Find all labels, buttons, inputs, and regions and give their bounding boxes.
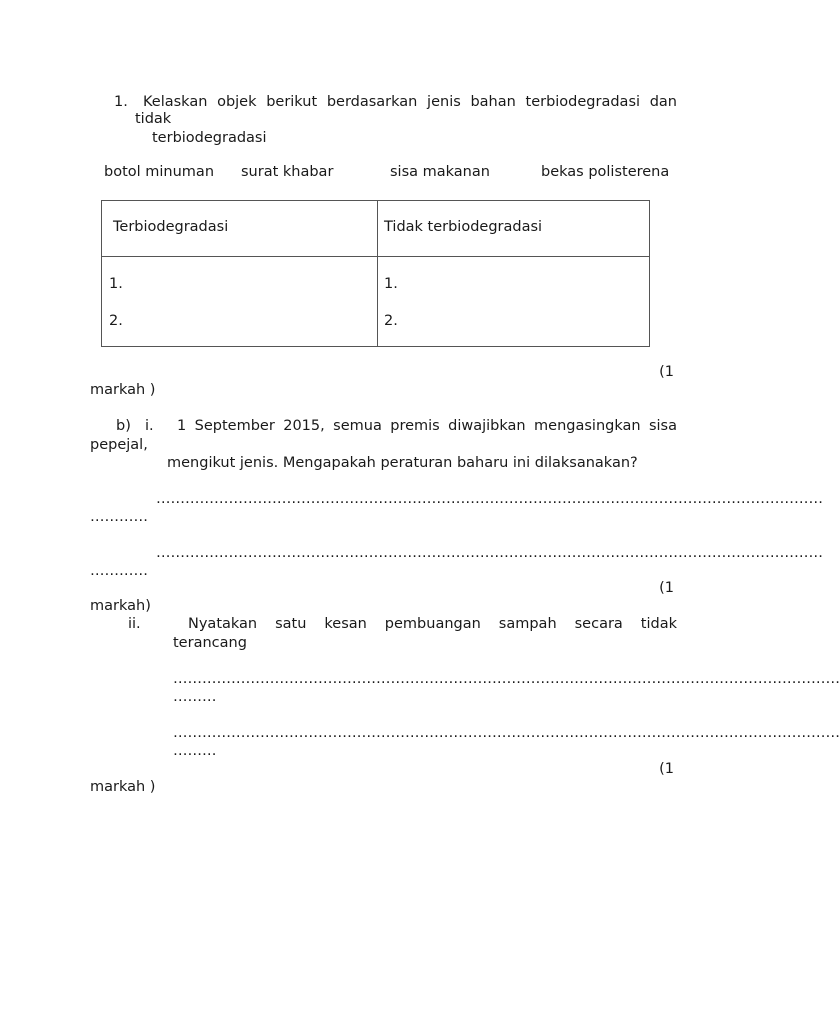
question-b-i-line3: mengikut jenis. Mengapakah peraturan baharu ini dilaksanakan? [167,455,638,471]
question-b-i-line2: pepejal, [90,437,148,453]
answer-line-dots[interactable]: ………………………………………………………………………………………………………………………… [173,725,840,741]
row-number: 1. [109,276,123,292]
marks-close: markah ) [90,779,156,795]
object-item: botol minuman [104,164,215,180]
row-number: 2. [109,313,123,329]
answer-cell-non-biodegradable[interactable] [378,257,650,347]
header-biodegradable: Terbiodegradasi [113,219,229,235]
answer-line-dots-continued[interactable]: ……… [173,689,217,705]
answer-line-dots[interactable]: ………………………………………………………………………………………………………………………… [156,491,823,507]
question-b-label: b) [116,418,131,434]
question-1-text-line2: tidak [135,111,172,127]
table-header-cell [102,201,378,257]
answer-line-dots[interactable]: ………………………………………………………………………………………………………………………… [156,545,823,561]
answer-line-dots-continued[interactable]: ………… [90,563,148,579]
marks-close: markah ) [90,382,156,398]
table-header-cell [378,201,650,257]
row-number: 1. [384,276,398,292]
question-b-i-label: i. [145,418,154,434]
row-number: 2. [384,313,398,329]
marks-close: markah) [90,598,151,614]
answer-line-dots[interactable]: ………………………………………………………………………………………………………………………… [173,671,840,687]
question-b-ii-line1: Nyatakan satu kesan pembuangan sampah secara tidak [188,616,677,632]
answer-line-dots-continued[interactable]: ………… [90,509,148,525]
table-row [102,257,650,347]
marks-open: (1 [659,761,674,777]
object-item: surat khabar [241,164,334,180]
object-item: bekas polisterena [541,164,670,180]
marks-open: (1 [659,580,674,596]
answer-cell-biodegradable[interactable] [102,257,378,347]
question-b-ii-line2: terancang [173,635,247,651]
marks-open: (1 [659,364,674,380]
question-b-i-line1: 1 September 2015, semua premis diwajibkan mengasingkan sisa [177,418,677,434]
classification-table [101,200,650,347]
object-item: sisa makanan [390,164,490,180]
question-1-text-line1: Kelaskan objek berikut berdasarkan jenis bahan terbiodegradasi dan [143,94,677,110]
answer-line-dots-continued[interactable]: ……… [173,743,217,759]
question-b-ii-label: ii. [128,616,141,632]
question-1-text-line3: terbiodegradasi [152,130,267,146]
header-non-biodegradable: Tidak terbiodegradasi [384,219,543,235]
table-header-row [102,201,650,257]
question-1-number: 1. [114,94,128,110]
